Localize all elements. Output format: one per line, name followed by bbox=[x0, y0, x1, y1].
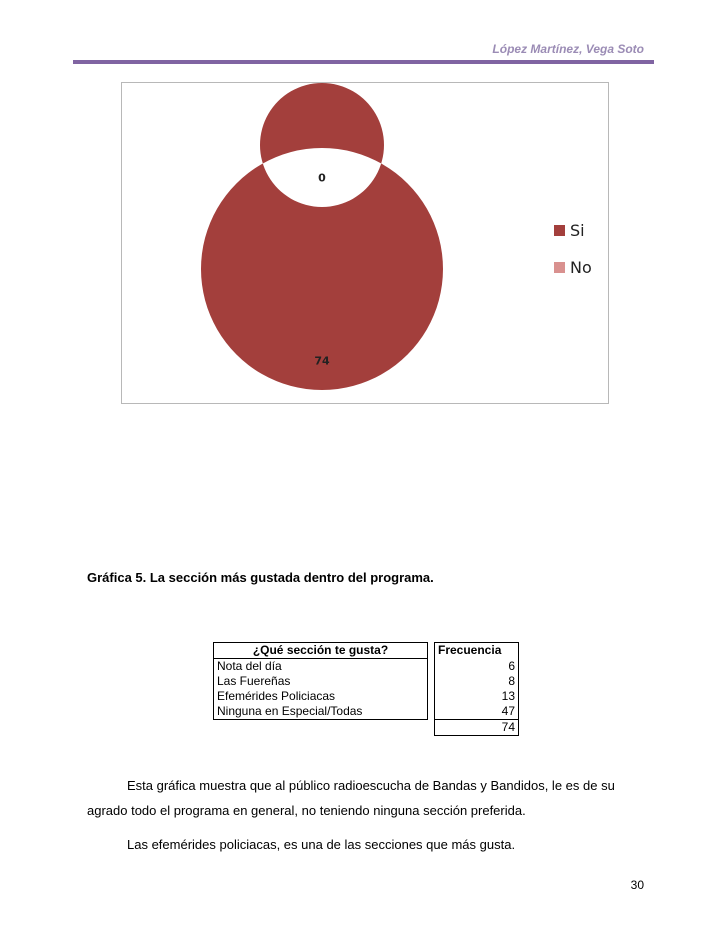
table-cell-frequency: 8 bbox=[435, 674, 519, 689]
header-rule bbox=[73, 60, 654, 64]
table-row bbox=[214, 659, 519, 675]
legend-label-si: Si bbox=[570, 221, 585, 240]
table-row bbox=[214, 674, 519, 689]
table-total-value: 74 bbox=[435, 720, 519, 736]
body-paragraph: Las efemérides policiacas, es una de las secciones que más gusta. bbox=[127, 837, 516, 852]
doughnut-slice-si bbox=[201, 83, 443, 390]
table-cell-section: Ninguna en Especial/Todas bbox=[214, 704, 428, 720]
table-header-frequency: Frecuencia bbox=[435, 643, 519, 659]
legend-swatch-no bbox=[554, 262, 565, 273]
table-cell-frequency: 13 bbox=[435, 689, 519, 704]
legend-label-no: No bbox=[570, 258, 592, 277]
chart-plot-area bbox=[122, 83, 608, 403]
table-row bbox=[214, 689, 519, 704]
table-cell-frequency: 6 bbox=[435, 659, 519, 675]
table-cell-section: Nota del día bbox=[214, 659, 428, 675]
body-paragraph: Esta gráfica muestra que al público radioescucha de Bandas y Bandidos, le es de su agrado todo el programa en general, no teniendo ninguna sección preferida. bbox=[87, 778, 615, 818]
figure-caption: Gráfica 5. La sección más gustada dentro del programa. bbox=[87, 570, 434, 585]
header-author: López Martínez, Vega Soto bbox=[492, 42, 644, 56]
table-cell-frequency: 47 bbox=[435, 704, 519, 720]
data-label-no: 0 bbox=[318, 171, 326, 185]
table-row bbox=[214, 704, 519, 720]
table-header-row bbox=[214, 643, 519, 659]
table-header-section: ¿Qué sección te gusta? bbox=[214, 643, 428, 659]
chart-legend bbox=[554, 219, 592, 293]
legend-item-no bbox=[554, 256, 592, 279]
legend-item-si bbox=[554, 219, 592, 242]
legend-swatch-si bbox=[554, 225, 565, 236]
data-label-si: 74 bbox=[314, 354, 330, 368]
doughnut-chart bbox=[121, 82, 609, 404]
table-cell-section: Efemérides Policiacas bbox=[214, 689, 428, 704]
frequency-table bbox=[213, 642, 519, 736]
page-number: 30 bbox=[630, 878, 644, 892]
table-cell-section: Las Fuereñas bbox=[214, 674, 428, 689]
table-total-row bbox=[214, 720, 519, 736]
